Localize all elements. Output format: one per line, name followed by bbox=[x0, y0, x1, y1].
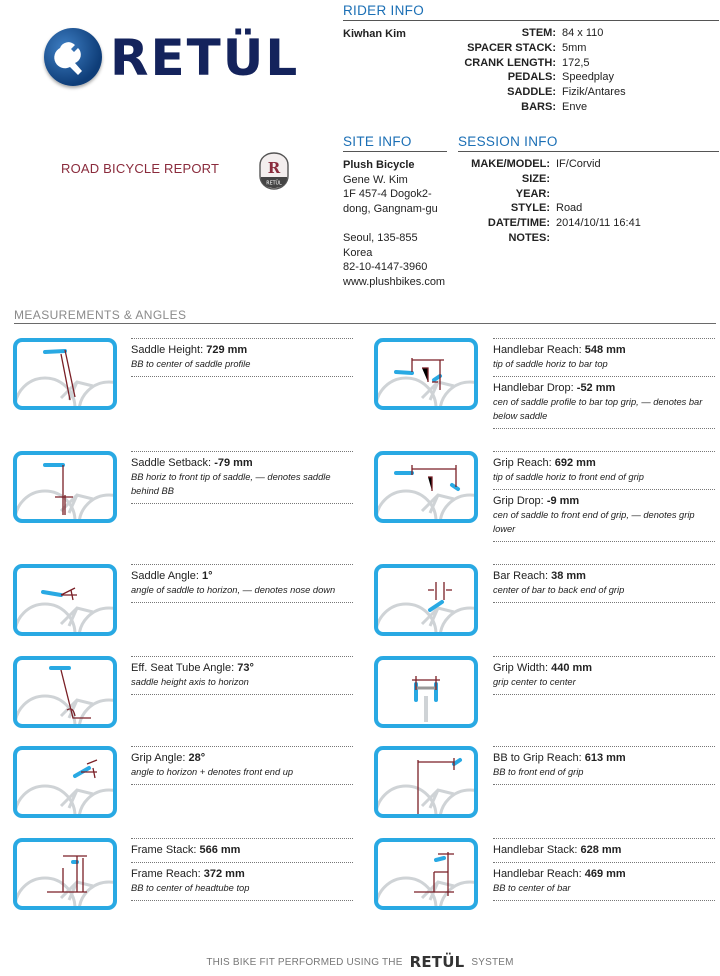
badge-text: RETÜL bbox=[266, 181, 282, 187]
dotted-divider bbox=[493, 564, 715, 565]
handlebar-reach-drop-card bbox=[374, 338, 478, 410]
dotted-divider bbox=[493, 428, 715, 429]
grip-angle-card bbox=[13, 746, 117, 818]
bar-reach-diagram-icon bbox=[378, 568, 474, 632]
rider-field-row bbox=[440, 70, 626, 85]
measurement-line bbox=[493, 381, 715, 395]
saddle-setback-diagram-icon bbox=[17, 455, 113, 519]
grip-angle-diagram-icon bbox=[17, 750, 113, 814]
frame-stack-diagram-icon bbox=[17, 842, 113, 906]
saddle-angle-card bbox=[13, 564, 117, 636]
measurements-divider bbox=[14, 323, 716, 324]
grip-reach-drop-card bbox=[374, 451, 478, 523]
rider-field-row bbox=[440, 85, 626, 100]
rider-field-row bbox=[440, 26, 626, 41]
dotted-divider bbox=[493, 838, 715, 839]
measurement-line bbox=[493, 569, 715, 583]
saddle-setback-text bbox=[131, 451, 353, 504]
measurement-label: Saddle Setback: bbox=[131, 457, 212, 469]
session-fields bbox=[458, 157, 641, 246]
dotted-divider bbox=[131, 503, 353, 504]
measurement-value: 613 mm bbox=[584, 752, 626, 764]
measurement-line bbox=[493, 843, 715, 857]
rider-field-row bbox=[440, 56, 626, 71]
session-field-row bbox=[458, 172, 641, 187]
retul-badge-icon bbox=[259, 152, 289, 190]
rider-info-title: RIDER INFO bbox=[343, 3, 719, 21]
rider-field-row bbox=[440, 100, 626, 115]
frame-stack-reach-card bbox=[13, 838, 117, 910]
handlebar-stack-reach-text bbox=[493, 838, 715, 901]
measurement-line bbox=[493, 494, 715, 508]
session-field-value: Road bbox=[556, 202, 583, 215]
measurement-label: Handlebar Reach: bbox=[493, 868, 582, 880]
site-address-line: dong, Gangnam-gu bbox=[343, 202, 438, 215]
measurement-label: BB to Grip Reach: bbox=[493, 752, 582, 764]
bb-to-grip-reach-card bbox=[374, 746, 478, 818]
dotted-divider bbox=[131, 694, 353, 695]
session-field-row bbox=[458, 231, 641, 246]
dotted-divider bbox=[493, 862, 715, 863]
measurement-value: 440 mm bbox=[551, 662, 593, 674]
dotted-divider bbox=[493, 656, 715, 657]
saddle-setback-card bbox=[13, 451, 117, 523]
measurement-description: angle of saddle to horizon, — denotes nose down bbox=[131, 585, 336, 595]
eff-seat-tube-angle-text bbox=[131, 656, 353, 695]
site-name: Plush Bicycle bbox=[343, 159, 415, 171]
measurement-value: 628 mm bbox=[580, 844, 622, 856]
site-address-line: Seoul, 135-855 bbox=[343, 231, 418, 244]
measurement-label: Handlebar Stack: bbox=[493, 844, 578, 856]
site-info-title: SITE INFO bbox=[343, 134, 447, 152]
bb-grip-reach-diagram-icon bbox=[378, 750, 474, 814]
measurement-description: BB to center of bar bbox=[493, 883, 571, 893]
dotted-divider bbox=[131, 838, 353, 839]
measurement-value: 566 mm bbox=[199, 844, 241, 856]
dotted-divider bbox=[493, 746, 715, 747]
measurement-line bbox=[493, 456, 715, 470]
measurement-description: saddle height axis to horizon bbox=[131, 677, 249, 687]
handlebar-stack-reach-card bbox=[374, 838, 478, 910]
site-address bbox=[343, 173, 445, 290]
measurement-description: grip center to center bbox=[493, 677, 576, 687]
retul-logo bbox=[44, 28, 300, 88]
dotted-divider bbox=[131, 656, 353, 657]
saddle-height-text bbox=[131, 338, 353, 377]
measurement-description: tip of saddle horiz to front end of grip bbox=[493, 472, 644, 482]
measurement-description: cen of saddle to front end of grip, — denotes grip lower bbox=[493, 510, 695, 534]
grip-reach-diagram-icon bbox=[378, 455, 474, 519]
measurement-label: Grip Width: bbox=[493, 662, 549, 674]
session-field-row bbox=[458, 216, 641, 231]
measurement-label: Grip Drop: bbox=[493, 495, 544, 507]
measurement-description: cen of saddle profile to bar top grip, — denotes bar below saddle bbox=[493, 397, 703, 421]
measurement-label: Grip Angle: bbox=[131, 752, 186, 764]
handlebar-stack-diagram-icon bbox=[378, 842, 474, 906]
measurement-value: 1° bbox=[201, 570, 213, 582]
measurement-label: Frame Reach: bbox=[131, 868, 201, 880]
report-title: ROAD BICYCLE REPORT bbox=[61, 161, 220, 176]
measurement-line bbox=[131, 456, 353, 470]
session-field-value: 2014/10/11 16:41 bbox=[556, 217, 641, 230]
dotted-divider bbox=[493, 900, 715, 901]
dotted-divider bbox=[493, 489, 715, 490]
site-address-line: Gene W. Kim bbox=[343, 173, 408, 186]
measurement-label: Handlebar Reach: bbox=[493, 344, 582, 356]
measurement-description: BB to center of saddle profile bbox=[131, 359, 251, 369]
measurement-label: Saddle Height: bbox=[131, 344, 204, 356]
dotted-divider bbox=[131, 451, 353, 452]
rider-fields bbox=[440, 26, 626, 115]
session-field-row bbox=[458, 157, 641, 172]
dotted-divider bbox=[493, 376, 715, 377]
bar-reach-card bbox=[374, 564, 478, 636]
measurement-line bbox=[493, 751, 715, 765]
measurement-value: 28° bbox=[188, 752, 206, 764]
session-field-value: IF/Corvid bbox=[556, 158, 601, 170]
measurement-line bbox=[131, 867, 353, 881]
dotted-divider bbox=[131, 900, 353, 901]
handlebar-reach-diagram-icon bbox=[378, 342, 474, 406]
measurement-value: 469 mm bbox=[584, 868, 626, 880]
grip-width-card bbox=[374, 656, 478, 728]
rider-field-key: CRANK LENGTH: bbox=[464, 56, 556, 69]
dotted-divider bbox=[131, 564, 353, 565]
measurement-value: -79 mm bbox=[214, 457, 253, 469]
rider-field-value: 5mm bbox=[562, 41, 587, 54]
measurement-line bbox=[131, 343, 353, 357]
grip-reach-drop-text bbox=[493, 451, 715, 542]
grip-angle-text bbox=[131, 746, 353, 785]
dotted-divider bbox=[131, 602, 353, 603]
site-address-line: 1F 457-4 Dogok2- bbox=[343, 188, 432, 201]
dotted-divider bbox=[131, 862, 353, 863]
grip-width-text bbox=[493, 656, 715, 695]
bar-reach-text bbox=[493, 564, 715, 603]
measurement-value: 73° bbox=[237, 662, 254, 674]
measurement-description: tip of saddle horiz to bar top bbox=[493, 359, 608, 369]
saddle-height-card bbox=[13, 338, 117, 410]
rider-field-value: Enve bbox=[562, 100, 588, 113]
footer-brand: RETÜL bbox=[409, 953, 465, 971]
dotted-divider bbox=[131, 784, 353, 785]
measurement-label: Saddle Angle: bbox=[131, 570, 199, 582]
rider-field-key: BARS: bbox=[521, 100, 556, 113]
measurement-label: Handlebar Drop: bbox=[493, 382, 574, 394]
measurement-description: center of bar to back end of grip bbox=[493, 585, 625, 595]
dotted-divider bbox=[493, 602, 715, 603]
session-field-key: SIZE: bbox=[521, 172, 550, 185]
dotted-divider bbox=[493, 784, 715, 785]
badge-letter: R bbox=[267, 159, 281, 177]
measurement-line bbox=[493, 661, 715, 675]
session-field-key: MAKE/MODEL: bbox=[471, 158, 550, 170]
handlebar-reach-drop-text bbox=[493, 338, 715, 429]
measurement-description: BB to center of headtube top bbox=[131, 883, 250, 893]
logo-wordmark: RETÜL bbox=[110, 29, 300, 87]
measurement-line bbox=[493, 343, 715, 357]
measurement-description: angle to horizon + denotes front end up bbox=[131, 767, 294, 777]
footer-left-text: THIS BIKE FIT PERFORMED USING THE bbox=[206, 956, 403, 968]
bb-to-grip-reach-text bbox=[493, 746, 715, 785]
session-field-row bbox=[458, 201, 641, 216]
wrench-logo-icon bbox=[44, 28, 102, 86]
rider-field-key: SPACER STACK: bbox=[467, 41, 556, 54]
measurement-line bbox=[131, 569, 353, 583]
measurement-description: BB to front end of grip bbox=[493, 767, 584, 777]
rider-field-value: 84 x 110 bbox=[562, 27, 604, 39]
session-field-key: STYLE: bbox=[510, 202, 550, 215]
rider-field-key: PEDALS: bbox=[507, 71, 556, 84]
rider-name: Kiwhan Kim bbox=[343, 28, 406, 40]
frame-stack-reach-text bbox=[131, 838, 353, 901]
dotted-divider bbox=[493, 338, 715, 339]
dotted-divider bbox=[131, 338, 353, 339]
measurement-value: 372 mm bbox=[203, 868, 245, 880]
footer-right-text: SYSTEM bbox=[471, 956, 514, 968]
measurement-value: 729 mm bbox=[206, 344, 248, 356]
measurement-line bbox=[131, 751, 353, 765]
session-field-key: DATE/TIME: bbox=[487, 217, 550, 230]
measurement-value: 548 mm bbox=[584, 344, 626, 356]
dotted-divider bbox=[131, 376, 353, 377]
session-field-key: YEAR: bbox=[515, 187, 550, 200]
measurement-value: 38 mm bbox=[551, 570, 586, 582]
session-field-key: NOTES: bbox=[508, 231, 550, 244]
session-info-title: SESSION INFO bbox=[458, 134, 719, 152]
measurement-label: Bar Reach: bbox=[493, 570, 549, 582]
measurement-value: -52 mm bbox=[576, 382, 616, 394]
saddle-angle-text bbox=[131, 564, 353, 603]
rider-field-value: Fizik/Antares bbox=[562, 86, 626, 99]
session-field-row bbox=[458, 187, 641, 202]
seat-tube-angle-diagram-icon bbox=[17, 660, 113, 724]
dotted-divider bbox=[131, 746, 353, 747]
saddle-angle-diagram-icon bbox=[17, 568, 113, 632]
grip-width-diagram-icon bbox=[378, 660, 474, 724]
measurements-title: MEASUREMENTS & ANGLES bbox=[14, 308, 187, 322]
dotted-divider bbox=[493, 694, 715, 695]
dotted-divider bbox=[493, 451, 715, 452]
footer bbox=[0, 953, 720, 971]
measurement-value: -9 mm bbox=[546, 495, 580, 507]
dotted-divider bbox=[493, 541, 715, 542]
site-address-line: www.plushbikes.com bbox=[343, 275, 446, 288]
measurement-line bbox=[131, 661, 353, 675]
site-address-line: 82-10-4147-3960 bbox=[343, 261, 428, 274]
rider-field-key: STEM: bbox=[521, 27, 556, 39]
rider-field-key: SADDLE: bbox=[507, 86, 556, 99]
site-address-line bbox=[343, 216, 445, 231]
saddle-height-diagram-icon bbox=[17, 342, 113, 406]
measurement-description: BB horiz to front tip of saddle, — denotes saddle behind BB bbox=[131, 472, 331, 496]
measurement-label: Eff. Seat Tube Angle: bbox=[131, 662, 235, 674]
measurement-line bbox=[131, 843, 353, 857]
rider-field-row bbox=[440, 41, 626, 56]
measurement-value: 692 mm bbox=[554, 457, 596, 469]
eff-seat-tube-angle-card bbox=[13, 656, 117, 728]
rider-field-value: 172,5 bbox=[562, 56, 590, 69]
measurement-label: Grip Reach: bbox=[493, 457, 552, 469]
measurement-line bbox=[493, 867, 715, 881]
site-address-line: Korea bbox=[343, 246, 373, 259]
measurement-label: Frame Stack: bbox=[131, 844, 197, 856]
rider-field-value: Speedplay bbox=[562, 71, 614, 84]
